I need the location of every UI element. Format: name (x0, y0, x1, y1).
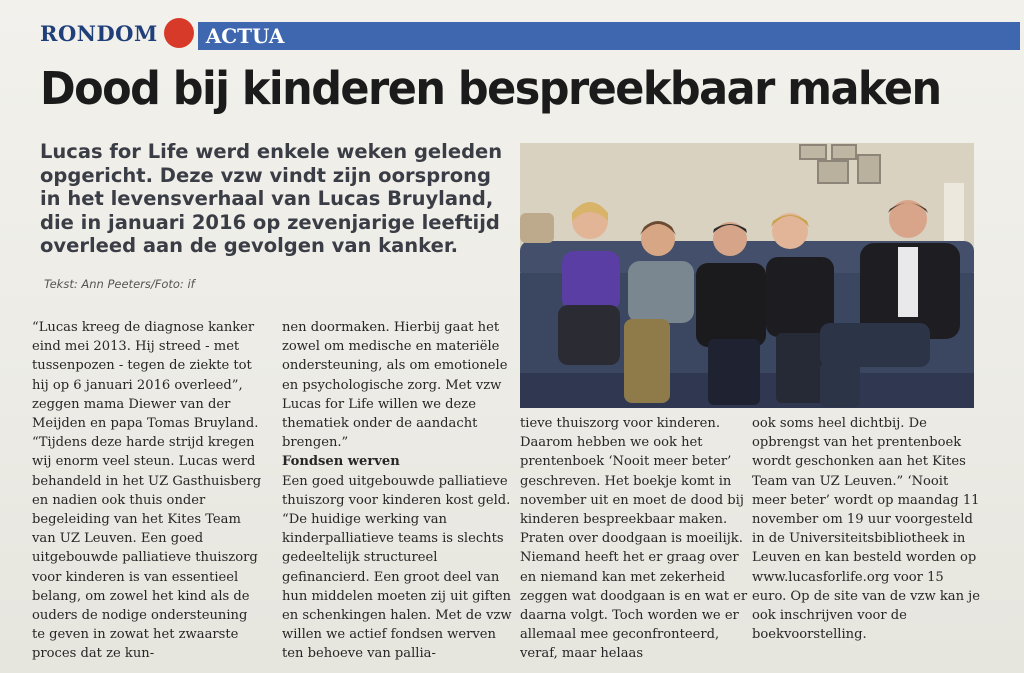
article-headline: Dood bij kinderen bespreekbaar maken (40, 62, 941, 115)
section-label-rondom: RONDOM (40, 20, 158, 46)
article-text-column-2a: nen doormaken. Hierbij gaat het zowel om medische en materiële ondersteuning, als om emotionele en psychologische zorg. Met vzw Lucas for Life willen we deze thematiek onder de aandacht brengen.” (282, 320, 508, 451)
section-label-actua: ACTUA (205, 24, 285, 48)
article-column-4 (752, 414, 982, 644)
photo-illustration (520, 143, 974, 408)
red-dot-icon (164, 18, 194, 48)
article-text-column-2b: Een goed uitgebouwde palliatieve thuiszorg voor kinderen kost geld. “De huidige werking van kinderpalliatieve teams is slechts gedeeltelijk structureel gefinancierd. Een groot deel van hun middelen moeten zij uit giften en schenkingen halen. Met de vzw willen we actief fondsen werven ten behoeve van pallia- (282, 473, 512, 662)
article-column-2 (282, 318, 512, 664)
article-text-column-1: “Lucas kreeg de diagnose kanker eind mei 2013. Hij streed - met tussenpozen - tegen de ziekte tot hij op 6 januari 2016 overleed”, zeggen mama Diewer van der Meijden en papa Tomas Bruyland. “Tijdens deze harde strijd kregen wij enorm veel steun. Lucas werd behandeld in het UZ Gasthuisberg en nadien ook thuis onder begeleiding van het Kites Team van UZ Leuven. Een goed uitgebouwde palliatieve thuiszorg voor kinderen is van essentieel belang, om zowel het kind als de ouders de nodige ondersteuning te geven in zowat het zwaarste proces dat ze kun- (32, 320, 262, 662)
article-column-3 (520, 414, 750, 664)
article-lead: Lucas for Life werd enkele weken geleden opgericht. Deze vzw vindt zijn oorsprong in het levensverhaal van Lucas Bruyland, die in januari 2016 op zevenjarige leeftijd overleed aan de gevolgen van kanker. (40, 140, 503, 257)
section-band (198, 22, 1020, 50)
group-photo-image (520, 143, 974, 408)
article-text-column-3: tieve thuiszorg voor kinderen. Daarom hebben we ook het prentenboek ‘Nooit meer beter’ geschreven. Het boekje komt in november uit en moet de dood bij kinderen bespreekbaar maken. Praten over doodgaan is moeilijk. Niemand heeft het er graag over en niemand kan met zekerheid zeggen wat doodgaan is en wat er daarna volgt. Toch worden we er allemaal mee geconfronteerd, veraf, maar helaas (520, 416, 748, 662)
article-credit: Tekst: Ann Peeters/Foto: if (44, 277, 195, 291)
article-subheading: Fondsen werven (282, 454, 400, 470)
article-column-1 (32, 318, 264, 664)
section-header (30, 14, 1020, 52)
article-text-column-4: ook soms heel dichtbij. De opbrengst van het prentenboek wordt geschonken aan het Kites Team van UZ Leuven.” ‘Nooit meer beter’ wordt op maandag 11 november om 19 uur voorgesteld in de Universiteitsbibliotheek in Leuven en kan besteld worden op www.lucasforlife.org voor 15 euro. Op de site van de vzw kan je ook inschrijven voor de boekvoorstelling. (752, 416, 980, 643)
